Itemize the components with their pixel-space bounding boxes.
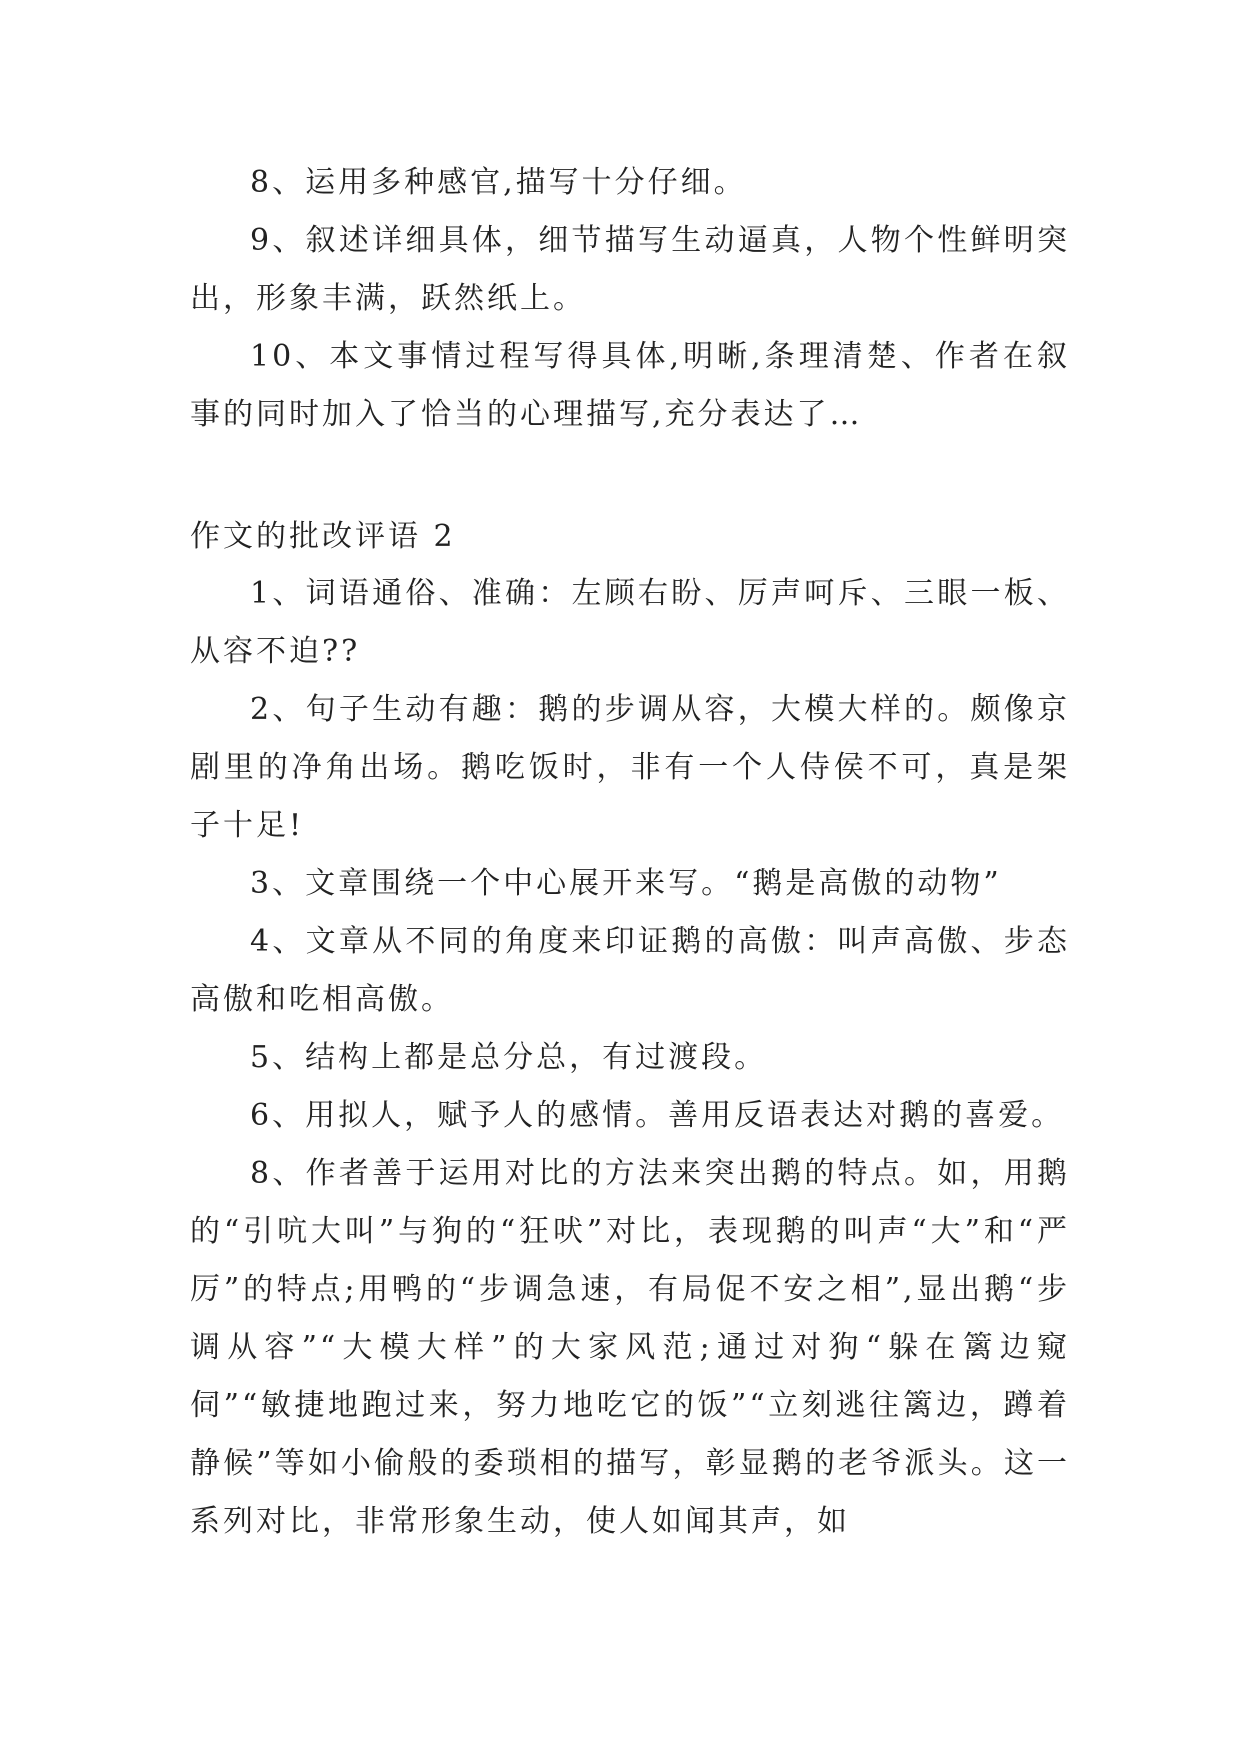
previous-comments-section bbox=[190, 154, 1070, 444]
comment-item-5: 5、结构上都是总分总，有过渡段。 bbox=[250, 1040, 768, 1075]
comment-item-1: 1、词语通俗、准确：左顾右盼、厉声呵斥、三眼一板、从容不迫?? bbox=[190, 576, 1070, 669]
comment-item-8: 8、运用多种感官,描写十分仔细。 bbox=[250, 165, 747, 200]
comment-item-10: 10、本文事情过程写得具体,明晰,条理清楚、作者在叙事的同时加入了恰当的心理描写,充分表达了… bbox=[190, 339, 1070, 432]
comment-item-6: 6、用拟人，赋予人的感情。善用反语表达对鹅的喜爱。 bbox=[250, 1098, 1065, 1133]
comment-item-4: 4、文章从不同的角度来印证鹅的高傲：叫声高傲、步态高傲和吃相高傲。 bbox=[190, 924, 1070, 1017]
comments-section-2 bbox=[190, 565, 1070, 1551]
section-heading: 作文的批改评语 2 bbox=[190, 519, 456, 554]
comment-item-8b: 8、作者善于运用对比的方法来突出鹅的特点。如，用鹅的“引吭大叫”与狗的“狂吠”对比，表现鹅的叫声“大”和“严厉”的特点;用鸭的“步调急速，有局促不安之相”,显出鹅“步调从容”“大模大样”的大家风范;通过对狗“躲在篱边窥伺”“敏捷地跑过来，努力地吃它的饭”“立刻逃往篱边，蹲着静候”等如小偷般的委琐相的描写，彰显鹅的老爷派头。这一系列对比，非常形象生动，使人如闻其声，如 bbox=[190, 1156, 1070, 1539]
comment-item-2: 2、句子生动有趣：鹅的步调从容，大模大样的。颇像京剧里的净角出场。鹅吃饭时，非有一个人侍侯不可，真是架子十足! bbox=[190, 692, 1070, 843]
comment-item-3: 3、文章围绕一个中心展开来写。“鹅是高傲的动物” bbox=[250, 866, 1002, 901]
comment-item-9: 9、叙述详细具体，细节描写生动逼真，人物个性鲜明突出，形象丰满，跃然纸上。 bbox=[190, 223, 1070, 316]
section-heading-wrapper bbox=[190, 508, 1070, 566]
